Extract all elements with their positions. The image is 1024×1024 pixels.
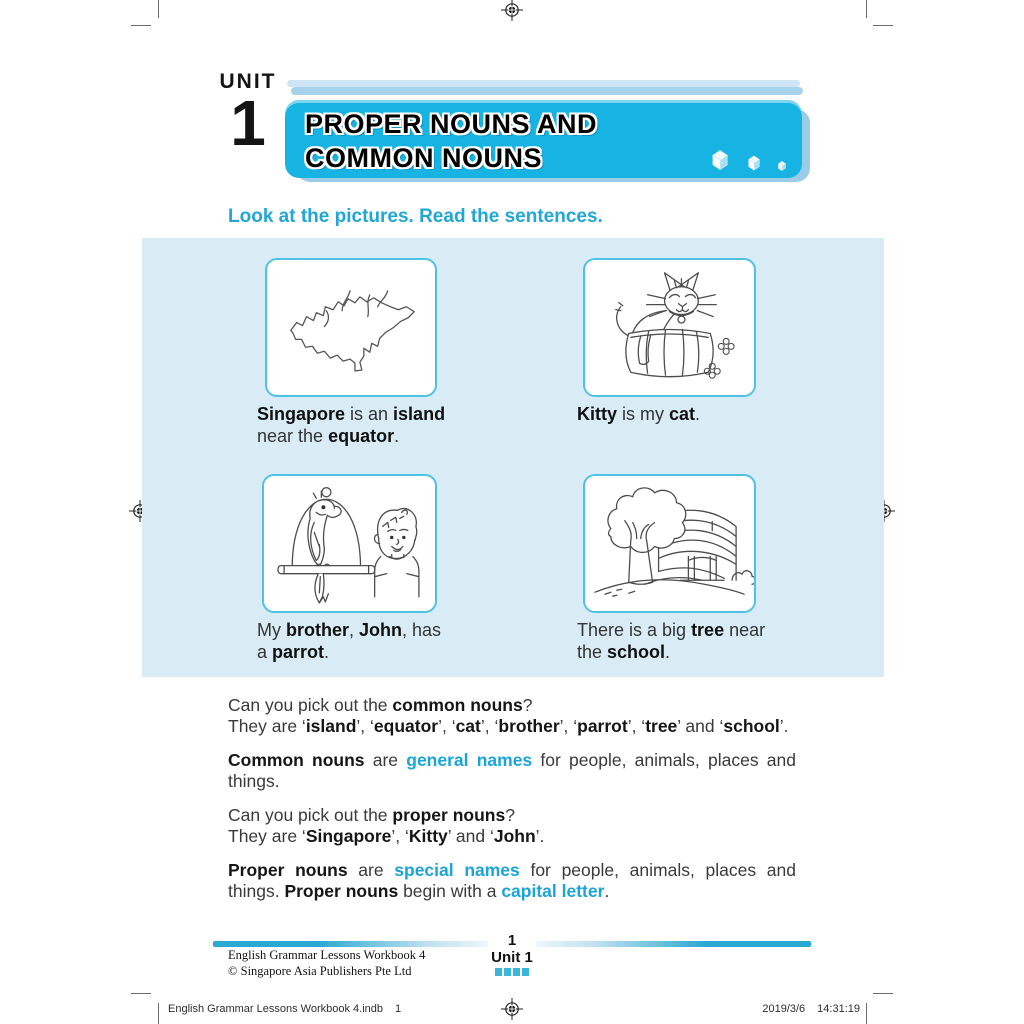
imprint <box>228 947 425 979</box>
print-file-page: 1 <box>395 1003 402 1015</box>
crop-mark <box>866 0 867 18</box>
instruction-text: Look at the pictures. Read the sentences. <box>228 206 603 227</box>
singapore-map-drawing <box>267 260 435 395</box>
parrot-boy-drawing <box>264 476 435 611</box>
crop-mark <box>873 25 893 26</box>
page-number: 1 <box>507 932 517 949</box>
caption-school: There is a big tree near the school. <box>577 620 766 662</box>
crop-mark <box>131 25 151 26</box>
explanation-text <box>228 695 796 915</box>
cube-icon <box>776 160 788 172</box>
caption-cat: Kitty is my cat. <box>577 404 701 424</box>
title-banner <box>285 100 802 178</box>
page-title <box>305 107 597 175</box>
print-datetime <box>762 1003 860 1015</box>
page-title-line1: PROPER NOUNS AND <box>305 109 598 139</box>
progress-square <box>513 968 520 976</box>
highlight-general-names: general names <box>406 750 533 770</box>
book-title: English Grammar Lessons Workbook 4 <box>228 948 426 962</box>
caption-singapore: Singapore is an island near the equator. <box>257 404 446 446</box>
header-accent-bar-bottom <box>291 87 803 95</box>
print-time: 14:31:19 <box>817 1003 860 1015</box>
highlight-capital-letter: capital letter <box>501 880 605 901</box>
page-title-line2: COMMON NOUNS <box>305 143 542 173</box>
unit-label: UNIT <box>219 70 277 93</box>
crop-mark <box>158 0 159 18</box>
footer-unit-progress-squares <box>495 968 529 976</box>
crop-mark <box>873 993 893 994</box>
footer-unit-label: Unit 1 <box>491 949 533 966</box>
crop-mark <box>158 1003 159 1024</box>
copyright: © Singapore Asia Publishers Pte Ltd <box>228 964 412 978</box>
registration-mark-icon <box>501 998 523 1020</box>
paragraph-proper-nouns-question: Can you pick out the proper nouns? They are ‘Singapore’, ‘Kitty’ and ‘John’. <box>228 805 545 846</box>
progress-square <box>522 968 529 976</box>
caption-parrot: My brother, John, has a parrot. <box>257 620 442 662</box>
picture-tree-and-school <box>583 474 756 613</box>
picture-singapore-map <box>265 258 437 397</box>
highlight-special-names: special names <box>394 860 520 880</box>
cube-decoration <box>708 148 788 172</box>
registration-mark-icon <box>501 0 523 21</box>
cube-icon <box>745 154 763 172</box>
pictures-panel <box>142 238 884 677</box>
unit-block <box>218 70 278 159</box>
footer-rule-right <box>536 941 811 947</box>
picture-parrot-and-boy <box>262 474 437 613</box>
paragraph-common-nouns-definition: Common nouns are general names for people, animals, places and things. <box>228 750 797 791</box>
paragraph-common-nouns-question: Can you pick out the common nouns? They are ‘island’, ‘equator’, ‘cat’, ‘brother’, ‘parrot’, ‘tree’ and ‘school’. <box>228 695 789 736</box>
print-file-name: English Grammar Lessons Workbook 4.indb <box>168 1003 384 1015</box>
cube-icon <box>708 148 732 172</box>
cat-drawing <box>585 260 754 395</box>
paragraph-proper-nouns-definition: Proper nouns are special names for people, animals, places and things. Proper nouns begin with a capital letter. <box>228 860 796 901</box>
tree-school-drawing <box>585 476 754 611</box>
header-accent-bar-top <box>287 80 800 87</box>
picture-cat-on-barrel <box>583 258 756 397</box>
progress-square <box>504 968 511 976</box>
print-file-info <box>168 1003 401 1015</box>
print-date: 2019/3/6 <box>762 1003 806 1015</box>
progress-square <box>495 968 502 976</box>
unit-number: 1 <box>230 87 266 159</box>
caption-word: Singapore <box>257 404 346 424</box>
crop-mark <box>866 1003 867 1024</box>
crop-mark <box>131 993 151 994</box>
